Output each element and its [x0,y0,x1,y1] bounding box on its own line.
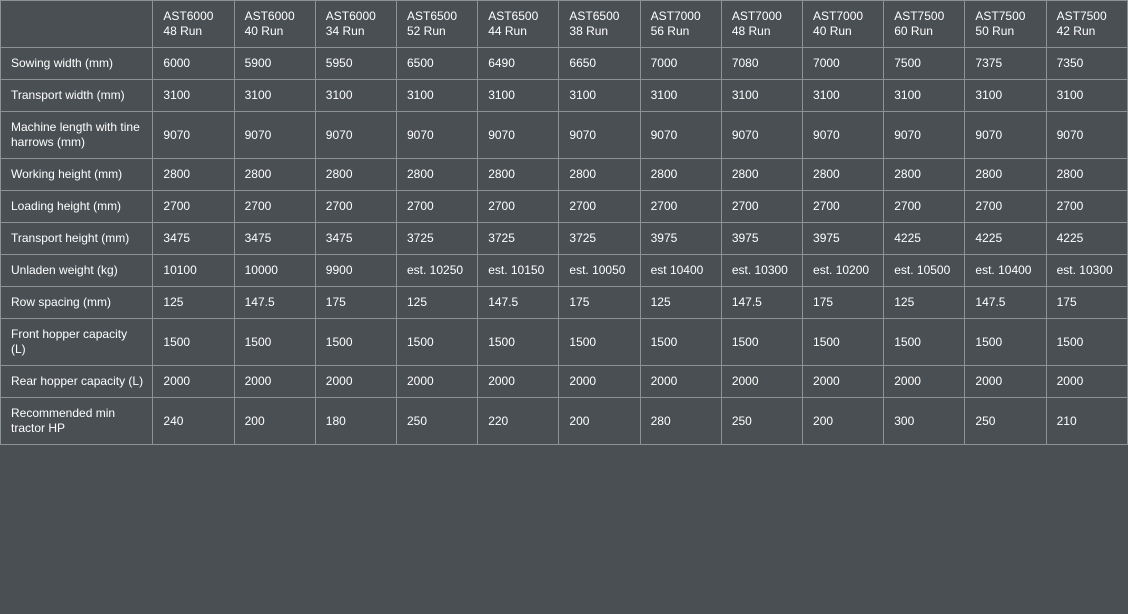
table-cell: 2000 [559,366,640,398]
table-cell: est 10400 [640,255,721,287]
table-cell: 3100 [884,80,965,112]
table-row [1,48,1128,80]
table-cell: 2000 [153,366,234,398]
table-cell: 1500 [884,319,965,366]
table-cell: 9070 [640,112,721,159]
table-cell: 2800 [803,159,884,191]
table-cell: 1500 [965,319,1046,366]
column-header-model: AST6000 [163,9,214,23]
table-cell: est. 10250 [397,255,478,287]
table-cell: 2800 [721,159,802,191]
table-cell: 7375 [965,48,1046,80]
table-cell: 2800 [315,159,396,191]
table-cell: 175 [315,287,396,319]
column-header-9 [803,1,884,48]
table-cell: 4225 [1046,223,1127,255]
table-cell: 2000 [884,366,965,398]
column-header-3 [315,1,396,48]
table-cell: 240 [153,398,234,445]
table-cell: est. 10050 [559,255,640,287]
column-header-model: AST6500 [569,9,620,23]
table-cell: 2700 [1046,191,1127,223]
table-cell: 2800 [884,159,965,191]
column-header-model: AST6000 [244,9,295,23]
table-cell: 2700 [315,191,396,223]
table-cell: 200 [234,398,315,445]
column-header-model: AST7000 [650,9,701,23]
column-header-run: 52 Run [407,24,446,38]
table-cell: est. 10150 [478,255,559,287]
table-cell: 2800 [153,159,234,191]
table-cell: 280 [640,398,721,445]
column-header-run: 40 Run [244,24,284,38]
column-header-11 [965,1,1046,48]
column-header-run: 42 Run [1056,24,1096,38]
table-cell: 6650 [559,48,640,80]
column-header-run: 56 Run [650,24,690,38]
table-corner-cell [1,1,153,48]
table-cell: 2000 [721,366,802,398]
table-cell: 7000 [803,48,884,80]
table-cell: 3725 [397,223,478,255]
table-cell: 5900 [234,48,315,80]
table-cell: 2800 [234,159,315,191]
table-cell: 2000 [1046,366,1127,398]
table-cell: 2000 [397,366,478,398]
table-cell: 147.5 [965,287,1046,319]
table-cell: 125 [640,287,721,319]
row-label: Unladen weight (kg) [1,255,153,287]
table-cell: 220 [478,398,559,445]
table-cell: 2800 [965,159,1046,191]
table-cell: 2700 [965,191,1046,223]
table-cell: 9900 [315,255,396,287]
table-cell: 180 [315,398,396,445]
row-label: Recommended min tractor HP [1,398,153,445]
column-header-run: 40 Run [813,24,852,38]
table-cell: 3100 [965,80,1046,112]
table-cell: 3975 [803,223,884,255]
table-cell: 2000 [640,366,721,398]
table-cell: est. 10200 [803,255,884,287]
table-row [1,398,1128,445]
table-cell: 175 [803,287,884,319]
table-header [1,1,1128,48]
table-row [1,80,1128,112]
table-cell: 147.5 [234,287,315,319]
table-cell: 4225 [965,223,1046,255]
column-header-model: AST6500 [488,9,539,23]
table-cell: 6490 [478,48,559,80]
column-header-10 [884,1,965,48]
table-row [1,255,1128,287]
table-row [1,191,1128,223]
table-cell: 9070 [965,112,1046,159]
row-label: Transport width (mm) [1,80,153,112]
table-row [1,287,1128,319]
table-cell: 3475 [153,223,234,255]
table-cell: 250 [965,398,1046,445]
column-header-model: AST7000 [813,9,864,23]
column-header-run: 48 Run [163,24,203,38]
column-header-run: 48 Run [731,24,771,38]
table-cell: 2800 [478,159,559,191]
table-cell: 2000 [965,366,1046,398]
table-cell: 2800 [559,159,640,191]
table-cell: 2700 [153,191,234,223]
table-cell: 3100 [397,80,478,112]
table-cell: est. 10500 [884,255,965,287]
table-cell: 250 [721,398,802,445]
table-cell: 10000 [234,255,315,287]
table-cell: 200 [803,398,884,445]
table-cell: 2000 [478,366,559,398]
table-cell: 1500 [234,319,315,366]
table-cell: 5950 [315,48,396,80]
table-cell: 125 [153,287,234,319]
column-header-run: 38 Run [569,24,609,38]
row-label: Transport height (mm) [1,223,153,255]
table-cell: 3100 [559,80,640,112]
table-cell: 9070 [234,112,315,159]
column-header-12 [1046,1,1127,48]
table-cell: 3975 [640,223,721,255]
table-cell: 2800 [1046,159,1127,191]
table-cell: 2000 [315,366,396,398]
table-row [1,112,1128,159]
table-cell: 2000 [803,366,884,398]
column-header-model: AST7000 [731,9,782,23]
column-header-model: AST6500 [407,9,458,23]
table-cell: 7500 [884,48,965,80]
table-cell: est. 10400 [965,255,1046,287]
table-cell: 1500 [397,319,478,366]
table-cell: 1500 [640,319,721,366]
column-header-6 [559,1,640,48]
column-header-model: AST7500 [894,9,945,23]
row-label: Row spacing (mm) [1,287,153,319]
table-cell: est. 10300 [1046,255,1127,287]
row-label: Front hopper capacity (L) [1,319,153,366]
table-cell: 9070 [559,112,640,159]
table-cell: 147.5 [721,287,802,319]
table-cell: 9070 [478,112,559,159]
table-cell: 3975 [721,223,802,255]
table-cell: 175 [1046,287,1127,319]
table-cell: 2700 [234,191,315,223]
table-cell: 1500 [803,319,884,366]
table-row [1,319,1128,366]
table-cell: 1500 [153,319,234,366]
column-header-run: 60 Run [894,24,933,38]
column-header-run: 50 Run [975,24,1015,38]
table-cell: 3725 [478,223,559,255]
table-cell: 1500 [1046,319,1127,366]
row-label: Rear hopper capacity (L) [1,366,153,398]
table-cell: 2700 [640,191,721,223]
column-header-model: AST6000 [325,9,376,23]
table-cell: 3100 [640,80,721,112]
column-header-1 [153,1,234,48]
table-cell: 1500 [315,319,396,366]
table-cell: 2700 [559,191,640,223]
column-header-run: 34 Run [325,24,365,38]
table-cell: 4225 [884,223,965,255]
table-cell: 2700 [397,191,478,223]
table-cell: 2800 [640,159,721,191]
row-label: Machine length with tine harrows (mm) [1,112,153,159]
table-cell: 2800 [397,159,478,191]
table-cell: 125 [884,287,965,319]
table-header-row [1,1,1128,48]
table-cell: 300 [884,398,965,445]
table-cell: 3100 [234,80,315,112]
column-header-model: AST7500 [1056,9,1107,23]
table-cell: 2000 [234,366,315,398]
table-cell: 3475 [234,223,315,255]
table-cell: 3100 [153,80,234,112]
table-cell: 1500 [478,319,559,366]
column-header-4 [397,1,478,48]
table-cell: 2700 [803,191,884,223]
table-cell: 3100 [721,80,802,112]
table-cell: 9070 [1046,112,1127,159]
table-cell: 7000 [640,48,721,80]
table-cell: 2700 [884,191,965,223]
table-cell: 3725 [559,223,640,255]
table-cell: 6000 [153,48,234,80]
table-cell: 200 [559,398,640,445]
table-cell: 9070 [315,112,396,159]
table-cell: 1500 [559,319,640,366]
table-cell: 3100 [478,80,559,112]
row-label: Working height (mm) [1,159,153,191]
table-body [1,48,1128,445]
table-cell: 10100 [153,255,234,287]
table-cell: 9070 [397,112,478,159]
table-cell: 2700 [478,191,559,223]
column-header-run: 44 Run [488,24,527,38]
table-row [1,366,1128,398]
table-cell: 9070 [884,112,965,159]
column-header-8 [721,1,802,48]
table-cell: 2700 [721,191,802,223]
table-cell: 9070 [803,112,884,159]
column-header-2 [234,1,315,48]
table-cell: 6500 [397,48,478,80]
column-header-model: AST7500 [975,9,1026,23]
table-cell: 9070 [721,112,802,159]
row-label: Loading height (mm) [1,191,153,223]
table-cell: 210 [1046,398,1127,445]
table-cell: 3475 [315,223,396,255]
table-cell: 250 [397,398,478,445]
table-cell: 125 [397,287,478,319]
table-row [1,223,1128,255]
table-cell: 3100 [803,80,884,112]
table-cell: est. 10300 [721,255,802,287]
table-cell: 1500 [721,319,802,366]
table-cell: 147.5 [478,287,559,319]
table-cell: 175 [559,287,640,319]
table-cell: 3100 [315,80,396,112]
table-cell: 9070 [153,112,234,159]
row-label: Sowing width (mm) [1,48,153,80]
column-header-5 [478,1,559,48]
table-row [1,159,1128,191]
table-cell: 7080 [721,48,802,80]
column-header-7 [640,1,721,48]
table-cell: 3100 [1046,80,1127,112]
table-cell: 7350 [1046,48,1127,80]
